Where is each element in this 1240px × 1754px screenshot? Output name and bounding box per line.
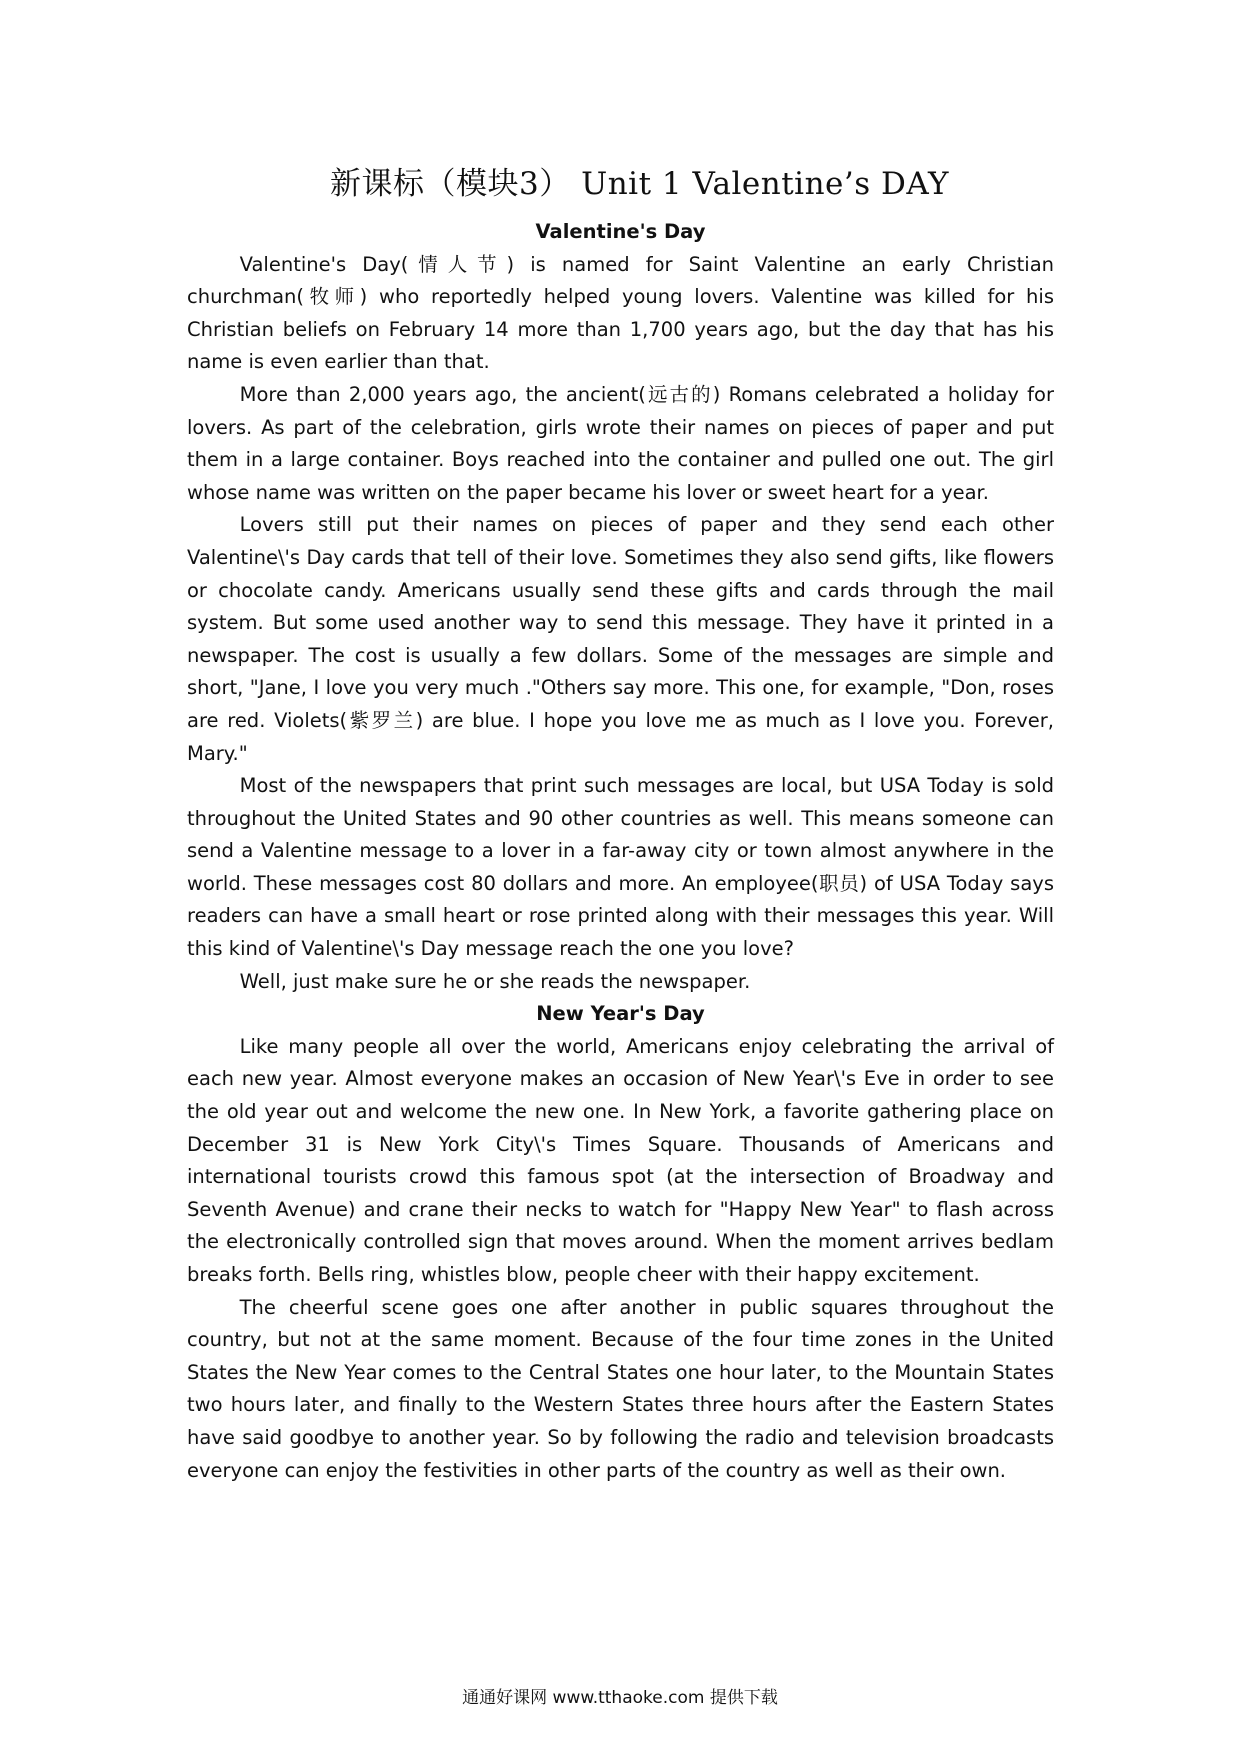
section-new-years-day xyxy=(187,998,1054,1487)
paragraph: Valentine's Day(情人节) is named for Saint Valentine an early Christian churchman(牧师) who reportedly helped young lovers. Valentine was killed for his Christian beliefs on February 14 more than 1,700 years ago, but the day that has his name is even earlier than that. xyxy=(187,252,1054,374)
paragraph: Most of the newspapers that print such messages are local, but USA Today is sold throughout the United States and 90 other countries as well. This means someone can send a Valentine message to a lover in a far-away city or town almost anywhere in the world. These messages cost 80 dollars and more. An employee(职员) of USA Today says readers can have a small heart or rose printed along with their messages this year. Will this kind of Valentine\'s Day message reach the one you love? xyxy=(187,774,1054,961)
section-valentines-day xyxy=(187,216,1054,998)
document-title: 新课标（模块3） Unit 1 Valentine’s DAY xyxy=(330,166,949,202)
paragraph: Like many people all over the world, Americans enjoy celebrating the arrival of each new year. Almost everyone makes an occasion of New Year\'s Eve in order to see the old year out and welcome the new one. In New York, a favorite gathering place on December 31 is New York City\'s Times Square. Thousands of Americans and international tourists crowd this famous spot (at the intersection of Broadway and Seventh Avenue) and crane their necks to watch for "Happy New Year" to flash across the electronically controlled sign that moves around. When the moment arrives bedlam breaks forth. Bells ring, whistles blow, people cheer with their happy excitement. xyxy=(187,1034,1054,1286)
paragraph: Lovers still put their names on pieces of paper and they send each other Valentine\'s Day cards that tell of their love. Sometimes they also send gifts, like flowers or chocolate candy. Americans usually send these gifts and cards through the mail system. But some used another way to send this message. They have it printed in a newspaper. The cost is usually a few dollars. Some of the messages are simple and short, "Jane, I love you very much ."Others say more. This one, for example, "Don, roses are red. Violets(紫罗兰) are blue. I hope you love me as much as I love you. Forever, Mary." xyxy=(187,513,1054,765)
document-body xyxy=(187,216,1054,1487)
paragraph: The cheerful scene goes one after another in public squares throughout the country, but not at the same moment. Because of the four time zones in the United States the New Year comes to the Central States one hour later, to the Mountain States two hours later, and finally to the Western States three hours after the Eastern States have said goodbye to another year. So by following the radio and television broadcasts everyone can enjoy the festivities in other parts of the country as well as their own. xyxy=(187,1295,1054,1482)
paragraph: Well, just make sure he or she reads the newspaper. xyxy=(239,969,751,993)
section-heading: New Year's Day xyxy=(536,1002,705,1026)
section-heading: Valentine's Day xyxy=(535,220,706,243)
page-footer: 通通好课网 www.tthaoke.com 提供下载 xyxy=(462,1688,778,1708)
paragraph: More than 2,000 years ago, the ancient(远古的) Romans celebrated a holiday for lovers. As part of the celebration, girls wrote their names on pieces of paper and put them in a large container. Boys reached into the container and pulled one out. The girl whose name was written on the paper became his lover or sweet heart for a year. xyxy=(187,382,1054,504)
